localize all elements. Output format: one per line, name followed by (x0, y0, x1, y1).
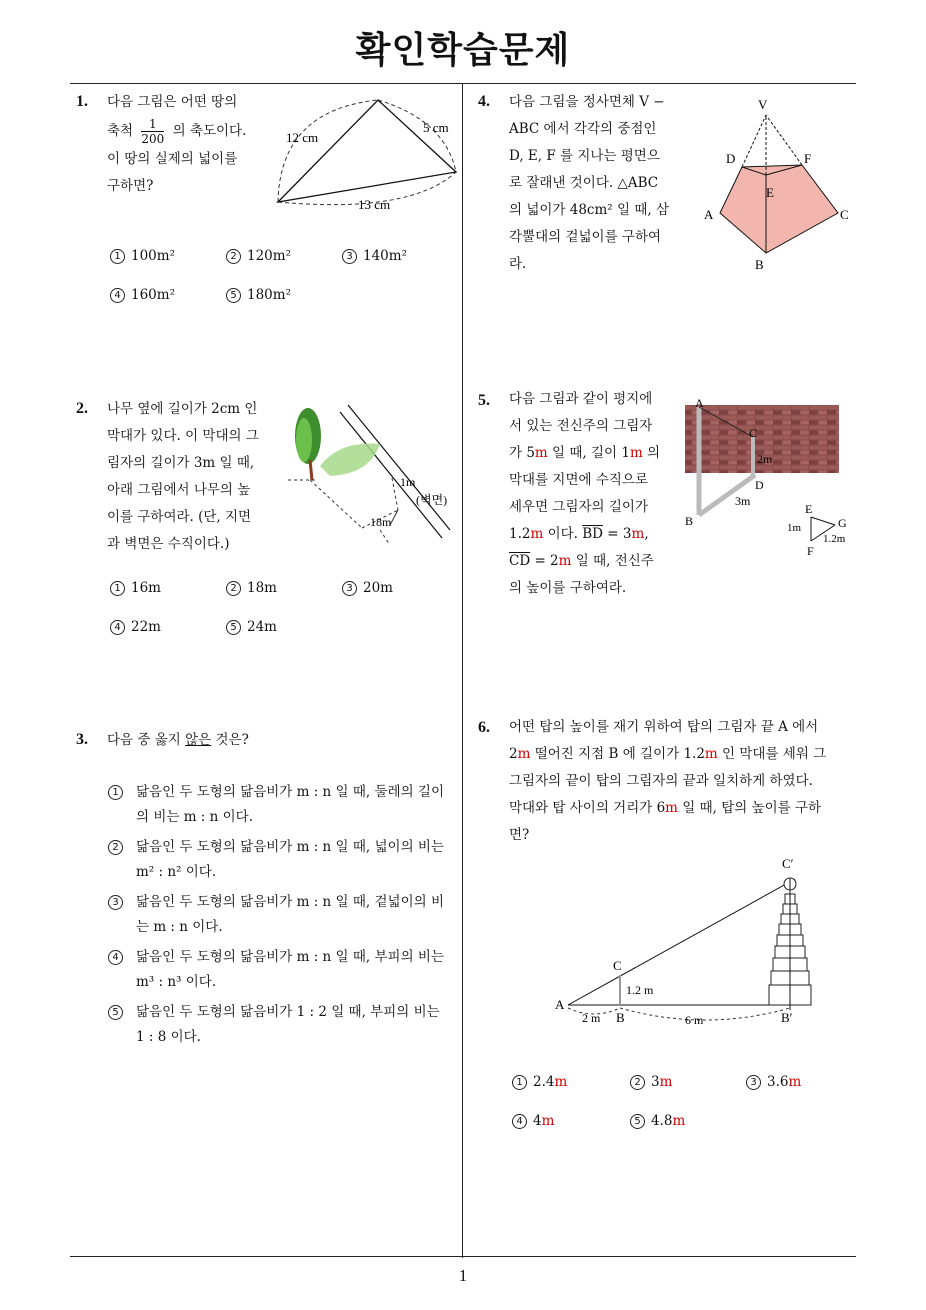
q6-choice-5[interactable] (630, 1113, 685, 1129)
q5-line: 의 높이를 구하여라. (509, 580, 627, 596)
q2-text (107, 396, 277, 558)
q6-choice-1-num: 2.4 (533, 1074, 555, 1090)
q4-text (509, 89, 689, 278)
q6-choice-1-unit: m (554, 1074, 568, 1090)
q6-text (509, 714, 861, 849)
q1-scale-fraction (141, 117, 164, 146)
q5-line3 (509, 440, 679, 467)
q6-fig-Cprime: C′ (782, 856, 794, 871)
choice-mark: 3 (342, 249, 357, 264)
q6-choice-4-unit: m (541, 1113, 555, 1129)
q1-choice-5[interactable] (226, 287, 291, 303)
q1-frac-num: 1 (141, 117, 164, 132)
q2-fig-label-18m: 18m (370, 515, 392, 529)
q6-choice-2-unit: m (659, 1074, 673, 1090)
q6-fig-Bprime: B′ (781, 1010, 793, 1025)
q5-frag: 1.2 (509, 526, 531, 542)
choice-mark: 2 (226, 249, 241, 264)
column-divider (462, 83, 463, 1258)
q5-line: 다음 그림과 같이 평지에 (509, 391, 653, 407)
q3-choice-4-text: 닮음인 두 도형의 닮음비가 m : n 일 때, 부피의 비는 m³ : n³ 이다. (136, 949, 444, 990)
q3-question-post: 것은? (215, 732, 249, 748)
q1-choice-5-text: 180m² (247, 287, 291, 303)
q4-fig-B: B (755, 257, 764, 272)
page-title: 확인학습문제 (355, 30, 571, 71)
q3-number: 3. (76, 731, 88, 748)
choice-mark: 4 (108, 950, 123, 965)
choice-mark: 3 (746, 1075, 761, 1090)
q3-choice-2-text: 닮음인 두 도형의 닮음비가 m : n 일 때, 넓이의 비는 m² : n² 이다. (136, 839, 444, 880)
q5-unit: m (534, 445, 548, 461)
q4-number: 4. (478, 93, 490, 110)
q5-fig-3m: 3m (735, 494, 751, 508)
q2-choice-3-text: 20m (363, 580, 393, 596)
q1-figure (270, 92, 460, 217)
q1-choice-4-text: 160m² (131, 287, 175, 303)
q5-line: 세우면 그림자의 길이가 (509, 499, 648, 515)
choice-mark: 2 (226, 581, 241, 596)
choice-mark: 4 (512, 1114, 527, 1129)
q2-line: 림자의 길이가 3m 일 때, (107, 455, 255, 471)
q5-frag: 의 (642, 445, 661, 461)
q5-fig-12m: 1.2m (823, 533, 846, 545)
q2-fig-label-1m: 1m (400, 475, 416, 489)
q1-line4: 구하면? (107, 178, 154, 194)
q6-choice-4[interactable] (512, 1113, 554, 1129)
choice-mark: 5 (108, 1005, 123, 1020)
q6-number: 6. (478, 719, 490, 736)
q6-choice-2-num: 3 (651, 1074, 660, 1090)
q2-choice-5-text: 24m (247, 619, 277, 635)
q5-number: 5. (478, 392, 490, 409)
q6-choice-2[interactable] (630, 1074, 672, 1090)
q5-fig-A: A (695, 396, 704, 410)
choice-mark: 2 (630, 1075, 645, 1090)
q3-choice-5-text: 닮음인 두 도형의 닮음비가 1 : 2 일 때, 부피의 비는 1 : 8 이다. (136, 1004, 440, 1045)
q4-fig-F: F (804, 151, 812, 166)
q5-fig-C: C (749, 426, 758, 440)
choice-mark: 1 (110, 581, 125, 596)
q5-frag: , (644, 526, 649, 542)
q4-line: 라. (509, 256, 527, 272)
q1-choice-2-text: 120m² (247, 248, 291, 264)
q4-line: D, E, F 를 지나는 평면으 (509, 148, 660, 164)
q6-line: 어떤 탑의 높이를 재기 위하여 탑의 그림자 끝 A 에서 (509, 719, 819, 735)
q2-choice-2[interactable] (226, 580, 277, 596)
q6-frag: 2 (509, 746, 518, 762)
q6-choice-3-unit: m (788, 1074, 802, 1090)
choice-mark: 5 (226, 288, 241, 303)
q1-frac-den: 200 (141, 132, 165, 146)
q2-line: 이를 구하여라. (단, 지면 (107, 509, 252, 525)
q4-line: ABC 에서 각각의 중점인 (509, 121, 657, 137)
q6-line: 면? (509, 827, 530, 843)
q2-number: 2. (76, 400, 88, 417)
q4-fig-C: C (840, 207, 849, 222)
choice-mark: 1 (108, 785, 123, 800)
q2-choice-4[interactable] (110, 619, 161, 635)
q5-fig-B: B (685, 514, 694, 528)
q3-question-pre: 다음 중 옳지 (107, 732, 181, 748)
q4-line: 각뿔대의 겉넓이를 구하여 (509, 229, 662, 245)
q6-frag: 일 때, 탑의 높이를 구하 (677, 800, 822, 816)
q6-fig-2m: 2 m (582, 1011, 601, 1025)
q5-unit: m (631, 526, 645, 542)
q2-line: 과 벽면은 수직이다.) (107, 536, 230, 552)
q5-frag: 일 때, 전신주 (571, 553, 654, 569)
q1-choice-2[interactable] (226, 248, 291, 264)
q6-frag: 막대와 탑 사이의 거리가 6 (509, 800, 666, 816)
q6-fig-C: C (613, 958, 622, 973)
q1-scale-pre: 축척 (107, 123, 134, 139)
q5-frag: 이다. (543, 526, 583, 542)
q1-fig-label-5: 5 cm (423, 120, 449, 135)
q5-fig-2m: 2m (757, 452, 773, 466)
q6-fig-6m: 6 m (685, 1013, 704, 1027)
q5-unit: m (530, 526, 544, 542)
choice-mark: 3 (108, 895, 123, 910)
q6-frag: 인 막대를 세워 그 (717, 746, 827, 762)
q3-choice-1[interactable] (108, 780, 448, 830)
choice-mark: 1 (512, 1075, 527, 1090)
q1-text (107, 89, 277, 200)
choice-mark: 2 (108, 840, 123, 855)
q2-figure (280, 400, 460, 555)
q1-choice-1-text: 100m² (131, 248, 175, 264)
q6-line4 (509, 795, 861, 822)
q5-frag: = 2 (530, 553, 559, 569)
q5-fig-E: E (805, 502, 813, 516)
choice-mark: 4 (110, 288, 125, 303)
q6-fig-A: A (555, 997, 565, 1012)
q5-frag: = 3 (603, 526, 632, 542)
q4-fig-A: A (704, 207, 714, 222)
q6-unit: m (704, 746, 718, 762)
choice-mark: 1 (110, 249, 125, 264)
q3-choice-2[interactable] (108, 835, 448, 885)
q1-number: 1. (76, 93, 88, 110)
q5-frag: 가 5 (509, 445, 535, 461)
q1-choice-4[interactable] (110, 287, 175, 303)
q5-figure (683, 395, 858, 560)
q6-unit: m (517, 746, 531, 762)
choice-mark: 4 (110, 620, 125, 635)
q4-fig-E: E (766, 185, 774, 200)
q2-choice-3[interactable] (342, 580, 393, 596)
q6-line2 (509, 741, 861, 768)
q5-segment-bd: $\overline{BD}$ (582, 526, 604, 542)
q6-choice-4-num: 4 (533, 1113, 542, 1129)
footer-rule (70, 1256, 856, 1257)
q5-unit: m (629, 445, 643, 461)
q2-fig-label-wall: (벽면) (416, 493, 448, 507)
q6-choice-1[interactable] (512, 1074, 567, 1090)
q4-line: 의 넓이가 48cm² 일 때, 삼 (509, 202, 669, 218)
q5-fig-1m: 1m (787, 522, 802, 534)
q3-question (107, 727, 249, 754)
q5-frag: 일 때, 길이 1 (547, 445, 630, 461)
q4-fig-V: V (758, 97, 768, 112)
header-rule (70, 83, 856, 84)
q5-unit: m (558, 553, 572, 569)
q5-line7 (509, 548, 679, 575)
q1-fig-label-13: 13 cm (358, 197, 391, 212)
q1-choice-3-text: 140m² (363, 248, 407, 264)
q5-fig-F: F (807, 544, 814, 558)
choice-mark: 5 (226, 620, 241, 635)
q3-question-underline: 않은 (185, 732, 212, 748)
q6-fig-12m: 1.2 m (626, 983, 654, 997)
q3-choice-3-text: 닮음인 두 도형의 닮음비가 m : n 일 때, 겉넓이의 비는 m : n 이다. (136, 894, 444, 935)
q5-segment-cd: $\overline{CD}$ (509, 553, 531, 569)
q6-fig-B: B (616, 1010, 625, 1025)
q2-line: 막대가 있다. 이 막대의 그 (107, 428, 259, 444)
q6-choice-5-unit: m (672, 1113, 686, 1129)
q3-choice-1-text: 닮음인 두 도형의 닮음비가 m : n 일 때, 둘레의 길이의 비는 m : n 이다. (136, 784, 444, 825)
q4-line: 다음 그림을 정사면체 V − (509, 94, 665, 110)
q4-line: 로 잘래낸 것이다. △ABC (509, 175, 659, 191)
q5-fig-G: G (838, 516, 847, 530)
q2-choice-1-text: 16m (131, 580, 161, 596)
q1-choice-1[interactable] (110, 248, 175, 264)
q4-figure (700, 95, 860, 273)
q5-fig-D: D (755, 478, 764, 492)
choice-mark: 5 (630, 1114, 645, 1129)
q6-unit: m (665, 800, 678, 816)
q3-choice-3[interactable] (108, 890, 448, 940)
choice-mark: 3 (342, 581, 357, 596)
q4-fig-D: D (726, 151, 736, 166)
q5-line: 서 있는 전신주의 그림자 (509, 418, 653, 434)
q2-choice-4-text: 22m (131, 619, 161, 635)
q5-line6 (509, 521, 679, 548)
q2-line: 나무 옆에 길이가 2cm 인 (107, 401, 258, 417)
q5-line: 막대를 지면에 수직으로 (509, 472, 648, 488)
q6-choice-3-num: 3.6 (767, 1074, 789, 1090)
q3-choice-4[interactable] (108, 945, 448, 995)
q1-scale-post: 의 축도이다. (172, 123, 247, 139)
q1-line3: 이 땅의 실제의 넓이를 (107, 151, 238, 167)
q3-choices (108, 780, 448, 1055)
q6-frag: 떨어진 지점 B 에 길이가 1.2 (530, 746, 705, 762)
q2-line: 아래 그림에서 나무의 높 (107, 482, 251, 498)
q2-choice-5[interactable] (226, 619, 277, 635)
q6-figure (550, 850, 820, 1030)
q6-choice-5-num: 4.8 (651, 1113, 673, 1129)
q6-choice-3[interactable] (746, 1074, 801, 1090)
page-number: 1 (458, 1266, 468, 1285)
q1-choice-3[interactable] (342, 248, 407, 264)
q6-line: 그림자의 끝이 탑의 그림자의 끝과 일치하게 하였다. (509, 773, 813, 789)
q1-fig-label-12: 12 cm (286, 130, 319, 145)
q3-choice-5[interactable] (108, 1000, 448, 1050)
q2-choice-2-text: 18m (247, 580, 277, 596)
q2-choice-1[interactable] (110, 580, 161, 596)
q5-text (509, 386, 679, 602)
q1-line1: 다음 그림은 어떤 땅의 (107, 94, 238, 110)
